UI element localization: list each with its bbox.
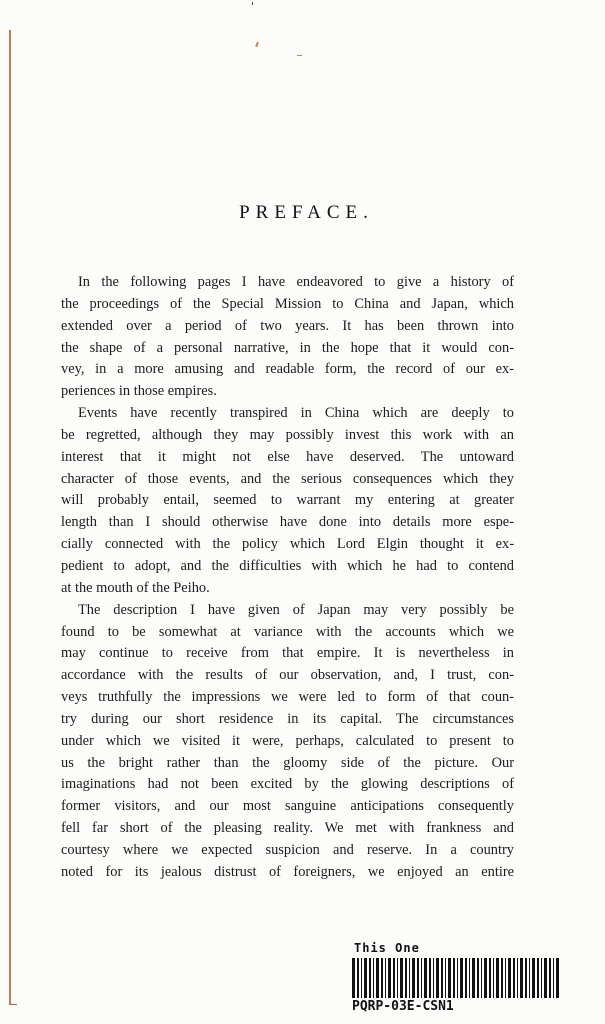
text-line: imaginations had not been excited by the glowing descriptions of bbox=[61, 776, 514, 793]
text-line: vey, in a more amusing and readable form, the record of our ex- bbox=[61, 361, 514, 378]
text-line: accordance with the results of our observation, and, I trust, con- bbox=[61, 667, 514, 684]
barcode-bar bbox=[357, 958, 359, 998]
text-line: fell far short of the pleasing reality. We met with frankness and bbox=[61, 820, 514, 837]
barcode-bar bbox=[448, 958, 451, 998]
barcode-bar bbox=[369, 958, 371, 998]
text-line: cially connected with the policy which Lord Elgin thought it ex- bbox=[61, 536, 514, 553]
barcode-bar bbox=[541, 958, 542, 998]
barcode-bar bbox=[364, 958, 367, 998]
barcode-bar bbox=[441, 958, 443, 998]
barcode-bar bbox=[472, 958, 475, 998]
text-line: try during our short residence in its capital. The circumstances bbox=[61, 710, 514, 727]
page-edge-line bbox=[9, 30, 11, 1005]
barcode-bar bbox=[393, 958, 395, 998]
text-line: under which we visited it were, perhaps, calculated to present to bbox=[61, 732, 514, 749]
barcode-bar bbox=[556, 958, 559, 998]
barcode-bar bbox=[421, 958, 422, 998]
barcode-bar bbox=[405, 958, 407, 998]
text-line: us the bright rather than the gloomy side of the picture. Our bbox=[61, 754, 514, 771]
barcode-bar bbox=[544, 958, 547, 998]
barcode-bar bbox=[493, 958, 494, 998]
barcode-bar bbox=[469, 958, 470, 998]
barcode-bar bbox=[376, 958, 379, 998]
barcode-bar bbox=[381, 958, 383, 998]
barcode-bar bbox=[484, 958, 487, 998]
barcode-bar bbox=[397, 958, 398, 998]
barcode-bar bbox=[373, 958, 374, 998]
text-line: the proceedings of the Special Mission to China and Japan, which bbox=[61, 295, 514, 312]
text-line: found to be somewhat at variance with the accounts which we bbox=[61, 623, 514, 640]
page-edge-foot bbox=[9, 1004, 17, 1005]
barcode-bar bbox=[352, 958, 355, 998]
text-line: courtesy where we expected suspicion and reserve. In a country bbox=[61, 841, 514, 858]
barcode-bar bbox=[433, 958, 434, 998]
text-line: interest that it might not else have deserved. The untoward bbox=[61, 448, 514, 465]
barcode-bar bbox=[460, 958, 463, 998]
stamp-label: This One bbox=[354, 941, 420, 955]
page-title: PREFACE. bbox=[239, 202, 374, 223]
barcode-bar bbox=[445, 958, 446, 998]
barcode-bar bbox=[465, 958, 467, 998]
barcode-bar bbox=[457, 958, 458, 998]
text-line: In the following pages I have endeavored to give a history of bbox=[78, 274, 514, 290]
barcode-bar bbox=[525, 958, 527, 998]
text-line: extended over a period of two years. It has been thrown into bbox=[61, 317, 514, 334]
barcode-bar bbox=[388, 958, 391, 998]
barcode-bar bbox=[400, 958, 403, 998]
paper-speck bbox=[255, 42, 259, 47]
barcode-bar bbox=[517, 958, 518, 998]
barcode-bar bbox=[436, 958, 439, 998]
barcode-icon bbox=[352, 958, 560, 998]
text-line: Events have recently transpired in China which are deeply to bbox=[78, 405, 514, 422]
barcode-bar bbox=[385, 958, 386, 998]
barcode-bar bbox=[501, 958, 503, 998]
text-line: periences in those empires. bbox=[61, 383, 217, 400]
barcode-bar bbox=[537, 958, 539, 998]
stamp-code: PQRP-03E-CSN1 bbox=[352, 999, 454, 1014]
text-line: veys truthfully the impressions we were led to form of that coun- bbox=[61, 689, 514, 706]
text-line: will probably entail, seemed to warrant my entering at greater bbox=[61, 492, 514, 509]
barcode-bar bbox=[361, 958, 362, 998]
text-line: former visitors, and our most sanguine anticipations consequently bbox=[61, 798, 514, 815]
barcode-bar bbox=[453, 958, 455, 998]
barcode-bar bbox=[508, 958, 511, 998]
barcode-bar bbox=[549, 958, 551, 998]
barcode-bar bbox=[477, 958, 479, 998]
text-line: at the mouth of the Peiho. bbox=[61, 579, 210, 596]
text-line: The description I have given of Japan may very possibly be bbox=[78, 601, 514, 618]
barcode-bar bbox=[513, 958, 515, 998]
text-line: the shape of a personal narrative, in the hope that it would con- bbox=[61, 339, 514, 356]
barcode-bar bbox=[409, 958, 410, 998]
text-line: pedient to adopt, and the difficulties with which he had to contend bbox=[61, 557, 514, 574]
barcode-bar bbox=[429, 958, 431, 998]
barcode-bar bbox=[520, 958, 523, 998]
barcode-bar bbox=[417, 958, 419, 998]
barcode-bar bbox=[412, 958, 415, 998]
barcode-bar bbox=[481, 958, 482, 998]
text-line: length than I should otherwise have done into details more espe- bbox=[61, 514, 514, 531]
text-line: be regretted, although they may possibly invest this work with an bbox=[61, 426, 514, 443]
barcode-bar bbox=[424, 958, 427, 998]
barcode-bar bbox=[489, 958, 491, 998]
text-line: noted for its jealous distrust of foreigners, we enjoyed an entire bbox=[61, 863, 514, 880]
barcode-bar bbox=[496, 958, 499, 998]
text-line: character of those events, and the serious consequences which they bbox=[61, 470, 514, 487]
barcode-bar bbox=[532, 958, 535, 998]
preface-body bbox=[61, 272, 514, 884]
paper-speck bbox=[252, 2, 253, 5]
text-line: may continue to receive from that empire. It is nevertheless in bbox=[61, 645, 514, 662]
paper-speck bbox=[297, 55, 302, 56]
barcode-bar bbox=[529, 958, 530, 998]
barcode-bar bbox=[505, 958, 506, 998]
library-barcode-stamp bbox=[350, 941, 565, 1021]
barcode-bar bbox=[553, 958, 554, 998]
